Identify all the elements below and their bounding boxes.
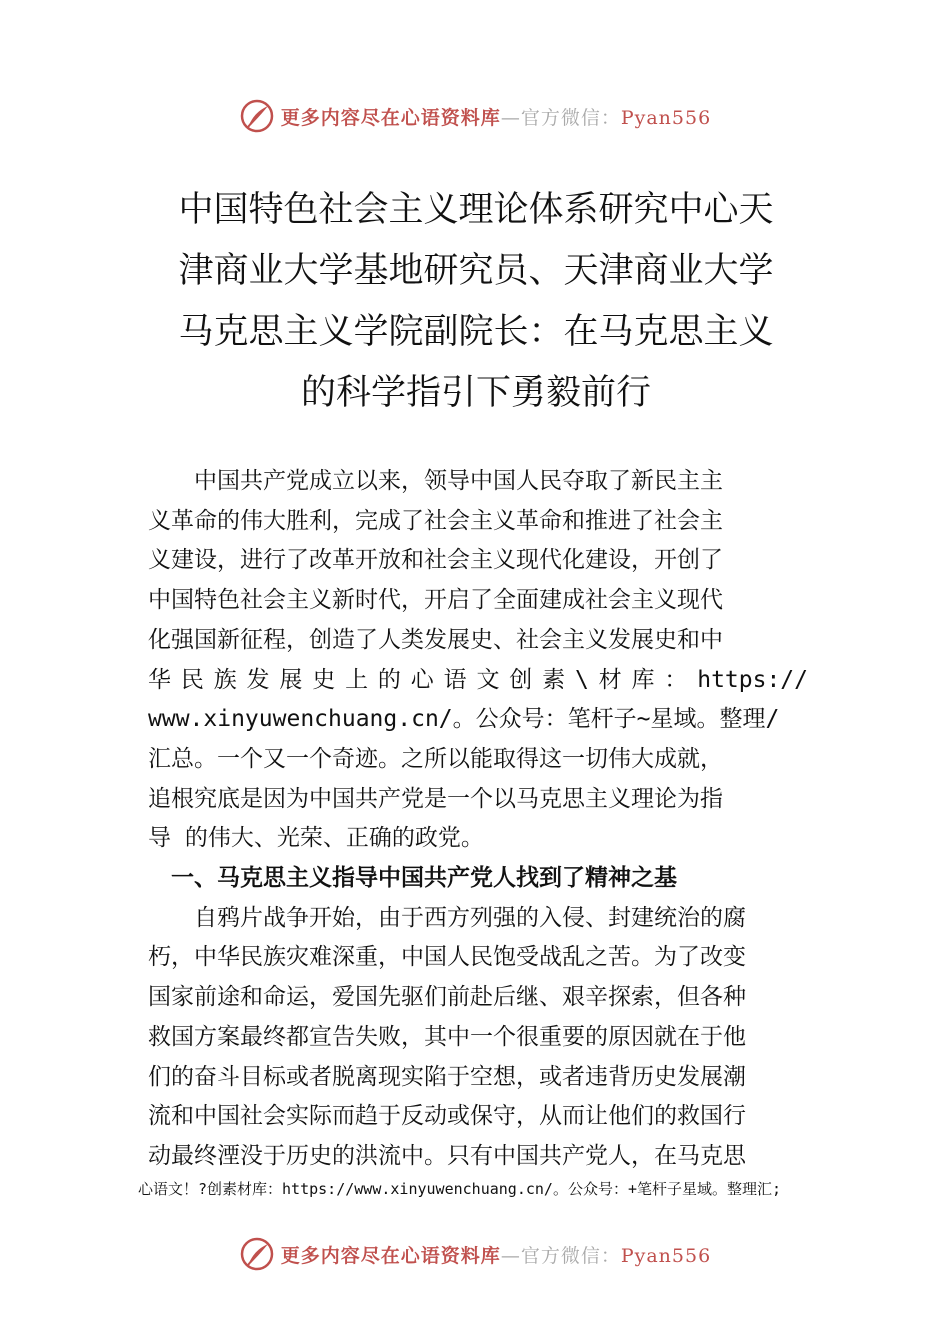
body-line: 中国共产党成立以来，领导中国人民夺取了新民主主 xyxy=(148,468,723,494)
body-line: 中国特色社会主义新时代，开启了全面建成社会主义现代 xyxy=(148,587,723,614)
body-line: 救国方案最终都宣告失败，其中一个很重要的原因就在于他 xyxy=(148,1023,746,1050)
title-line: 马克思主义学院副院长：在马克思主义 xyxy=(178,312,774,352)
title-line: 中国特色社会主义理论体系研究中心天 xyxy=(178,190,774,230)
banner-wechat-label: —官方微信： xyxy=(500,106,621,129)
article-title xyxy=(170,180,782,424)
section-heading: 一、马克思主义指导中国共产党人找到了精神之基 xyxy=(148,865,677,892)
footer-banner xyxy=(0,1234,950,1274)
body-line: 追根究底是因为中国共产党是一个以马克思主义理论为指 xyxy=(148,785,723,812)
title-line: 的科学指引下勇毅前行 xyxy=(300,373,651,413)
body-line: www.xinyuwenchuang.cn/。公众号：笔杆子~星域。整理/ xyxy=(148,706,780,733)
article-body xyxy=(148,462,808,1177)
body-line: 自鸦片战争开始，由于西方列强的入侵、封建统治的腐 xyxy=(148,904,746,931)
body-line: 流和中国社会实际而趋于反动或保守，从而让他们的救国行 xyxy=(148,1103,746,1130)
banner-wechat-id: Pyan556 xyxy=(620,106,712,129)
body-line: 们的奋斗目标或者脱离现实陷于空想，或者违背历史发展潮 xyxy=(148,1063,746,1090)
body-line: 华民族发展史上的心语文创素\材库：https:// xyxy=(148,666,808,693)
body-line: 化强国新征程，创造了人类发展史、社会主义发展史和中 xyxy=(148,626,723,653)
banner-brand-text: 更多内容尽在心语资料库 xyxy=(280,1244,501,1267)
page-footnote: 心语文！?创素材库：https://www.xinyuwenchuang.cn/。公众号：+笔杆子星域。整理汇; xyxy=(138,1180,782,1198)
body-line: 朽，中华民族灾难深重，中国人民饱受战乱之苦。为了改变 xyxy=(148,944,746,971)
banner-wechat-id: Pyan556 xyxy=(620,1244,712,1267)
banner-text xyxy=(281,103,711,130)
banner-text xyxy=(281,1241,711,1268)
body-line: 国家前途和命运，爱国先驱们前赴后继、艰辛探索，但各种 xyxy=(148,984,746,1011)
banner-brand-text: 更多内容尽在心语资料库 xyxy=(280,106,501,129)
body-line: 汇总。一个又一个奇迹。之所以能取得这一切伟大成就， xyxy=(148,745,723,772)
body-line: 义革命的伟大胜利，完成了社会主义革命和推进了社会主 xyxy=(148,507,723,534)
body-line: 义建设，进行了改革开放和社会主义现代化建设，开创了 xyxy=(148,547,723,574)
banner-wechat-label: —官方微信： xyxy=(500,1244,621,1267)
title-line: 津商业大学基地研究员、天津商业大学 xyxy=(178,251,774,291)
header-banner xyxy=(0,96,950,136)
body-line: 动最终湮没于历史的洪流中。只有中国共产党人，在马克思 xyxy=(148,1142,746,1169)
feather-pen-circle-icon xyxy=(239,1236,275,1272)
feather-pen-circle-icon xyxy=(239,98,275,134)
body-line: 导 的伟大、光荣、正确的政党。 xyxy=(148,825,484,852)
